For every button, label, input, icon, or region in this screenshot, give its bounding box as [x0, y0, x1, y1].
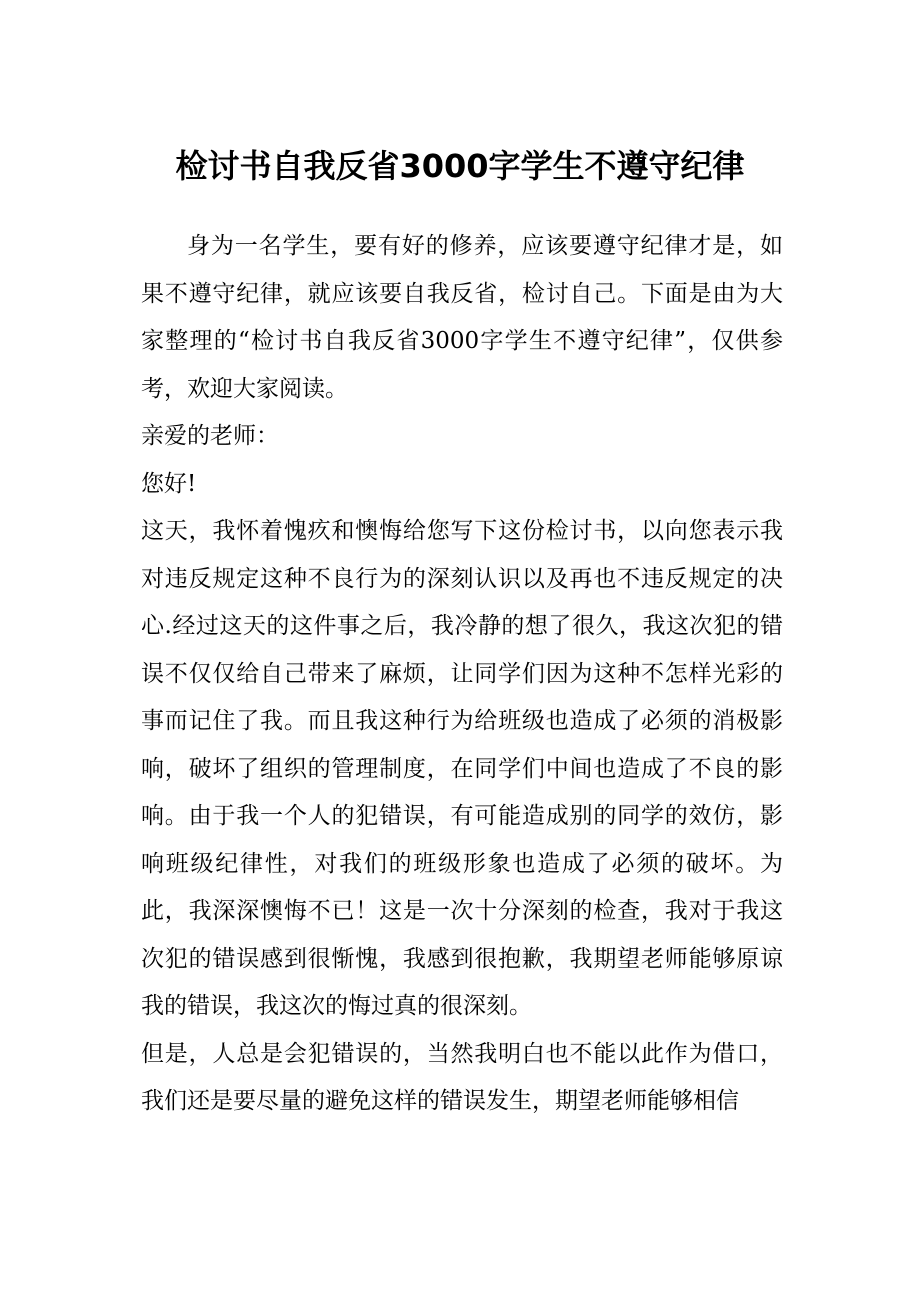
intro-paragraph: 身为一名学生，要有好的修养，应该要遵守纪律才是，如果不遵守纪律，就应该要自我反省，检讨自己。下面是由为大家整理的“检讨书自我反省3000字学生不遵守纪律”，仅供参考，欢迎大家阅读。	[141, 233, 783, 402]
body-paragraph: 这天，我怀着愧疚和懊悔给您写下这份检讨书，以向您表示我对违反规定这种不良行为的深刻认识以及再也不违反规定的决心.经过这天的这件事之后，我冷静的想了很久，我这次犯的错误不仅仅给自己带来了麻烦，让同学们因为这种不怎样光彩的事而记住了我。而且我这种行为给班级也造成了必须的消极影响，破坏了组织的管理制度，在同学们中间也造成了不良的影响。由于我一个人的犯错误，有可能造成别的同学的效仿，影响班级纪律性，对我们的班级形象也造成了必须的破坏。为此，我深深懊悔不已！这是一次十分深刻的检查，我对于我这次犯的错误感到很惭愧，我感到很抱歉，我期望老师能够原谅我的错误，我这次的悔过真的很深刻。	[141, 518, 783, 1019]
body-paragraph: 但是，人总是会犯错误的，当然我明白也不能以此作为借口，我们还是要尽量的避免这样的错误发生，期望老师能够相信	[141, 1040, 783, 1114]
salutation: 亲爱的老师：	[141, 423, 279, 449]
document-title: 检讨书自我反省3000字学生不遵守纪律	[175, 147, 745, 185]
document-body	[141, 223, 783, 1126]
greeting: 您好!	[141, 470, 197, 497]
